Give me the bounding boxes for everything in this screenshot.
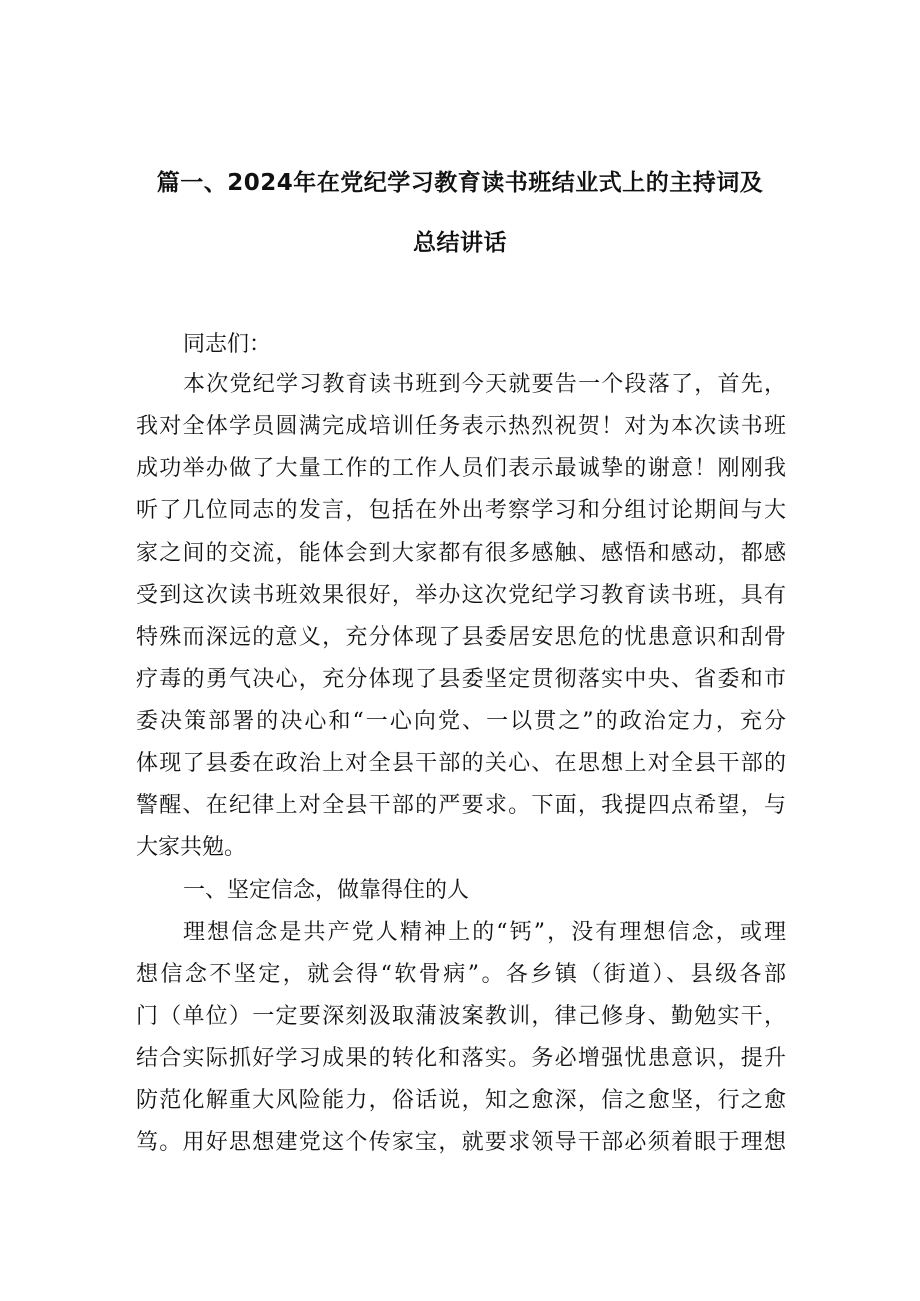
section-heading: 一、坚定信念，做靠得住的人 bbox=[183, 878, 470, 903]
paragraph-line: 理想信念是共产党人精神上的“钙”，没有理想信念，或理 bbox=[183, 920, 786, 945]
paragraph-line: 防范化解重大风险能力，俗话说，知之愈深，信之愈坚，行之愈 bbox=[136, 1088, 786, 1113]
paragraph-line: 大家共勉。 bbox=[136, 835, 247, 860]
paragraph-line: 笃。用好思想建党这个传家宝，就要求领导干部必须着眼于理想 bbox=[136, 1130, 786, 1155]
paragraph-line: 疗毒的勇气决心，充分体现了县委坚定贯彻落实中央、省委和市 bbox=[136, 667, 786, 692]
paragraph-line: 门（单位）一定要深刻汲取蒲波案教训，律己修身、勤勉实干， bbox=[136, 1004, 786, 1029]
greeting: 同志们： bbox=[183, 332, 272, 357]
paragraph-line: 结合实际抓好学习成果的转化和落实。务必增强忧患意识，提升 bbox=[136, 1046, 786, 1071]
paragraph-line: 受到这次读书班效果很好，举办这次党纪学习教育读书班，具有 bbox=[136, 583, 786, 608]
paragraph-line: 本次党纪学习教育读书班到今天就要告一个段落了，首先， bbox=[183, 372, 786, 397]
paragraph-line: 特殊而深远的意义，充分体现了县委居安思危的忧患意识和刮骨 bbox=[136, 625, 786, 650]
paragraph-line: 成功举办做了大量工作的工作人员们表示最诚挚的谢意！刚刚我 bbox=[136, 456, 786, 481]
paragraph-line: 听了几位同志的发言，包括在外出考察学习和分组讨论期间与大 bbox=[136, 498, 786, 523]
paragraph-line: 警醒、在纪律上对全县干部的严要求。下面，我提四点希望，与 bbox=[136, 793, 786, 818]
paragraph-line: 委决策部署的决心和“一心向党、一以贯之”的政治定力，充分 bbox=[136, 709, 786, 734]
paragraph-line: 我对全体学员圆满完成培训任务表示热烈祝贺！对为本次读书班 bbox=[136, 414, 786, 439]
paragraph-line: 家之间的交流，能体会到大家都有很多感触、感悟和感动，都感 bbox=[136, 541, 786, 566]
document-title-line-2: 总结讲话 bbox=[413, 230, 507, 256]
document-title-line-1: 篇一、2024年在党纪学习教育读书班结业式上的主持词及 bbox=[156, 170, 764, 196]
paragraph-line: 想信念不坚定，就会得“软骨病”。各乡镇（街道）、县级各部 bbox=[136, 962, 786, 987]
paragraph-line: 体现了县委在政治上对全县干部的关心、在思想上对全县干部的 bbox=[136, 751, 786, 776]
